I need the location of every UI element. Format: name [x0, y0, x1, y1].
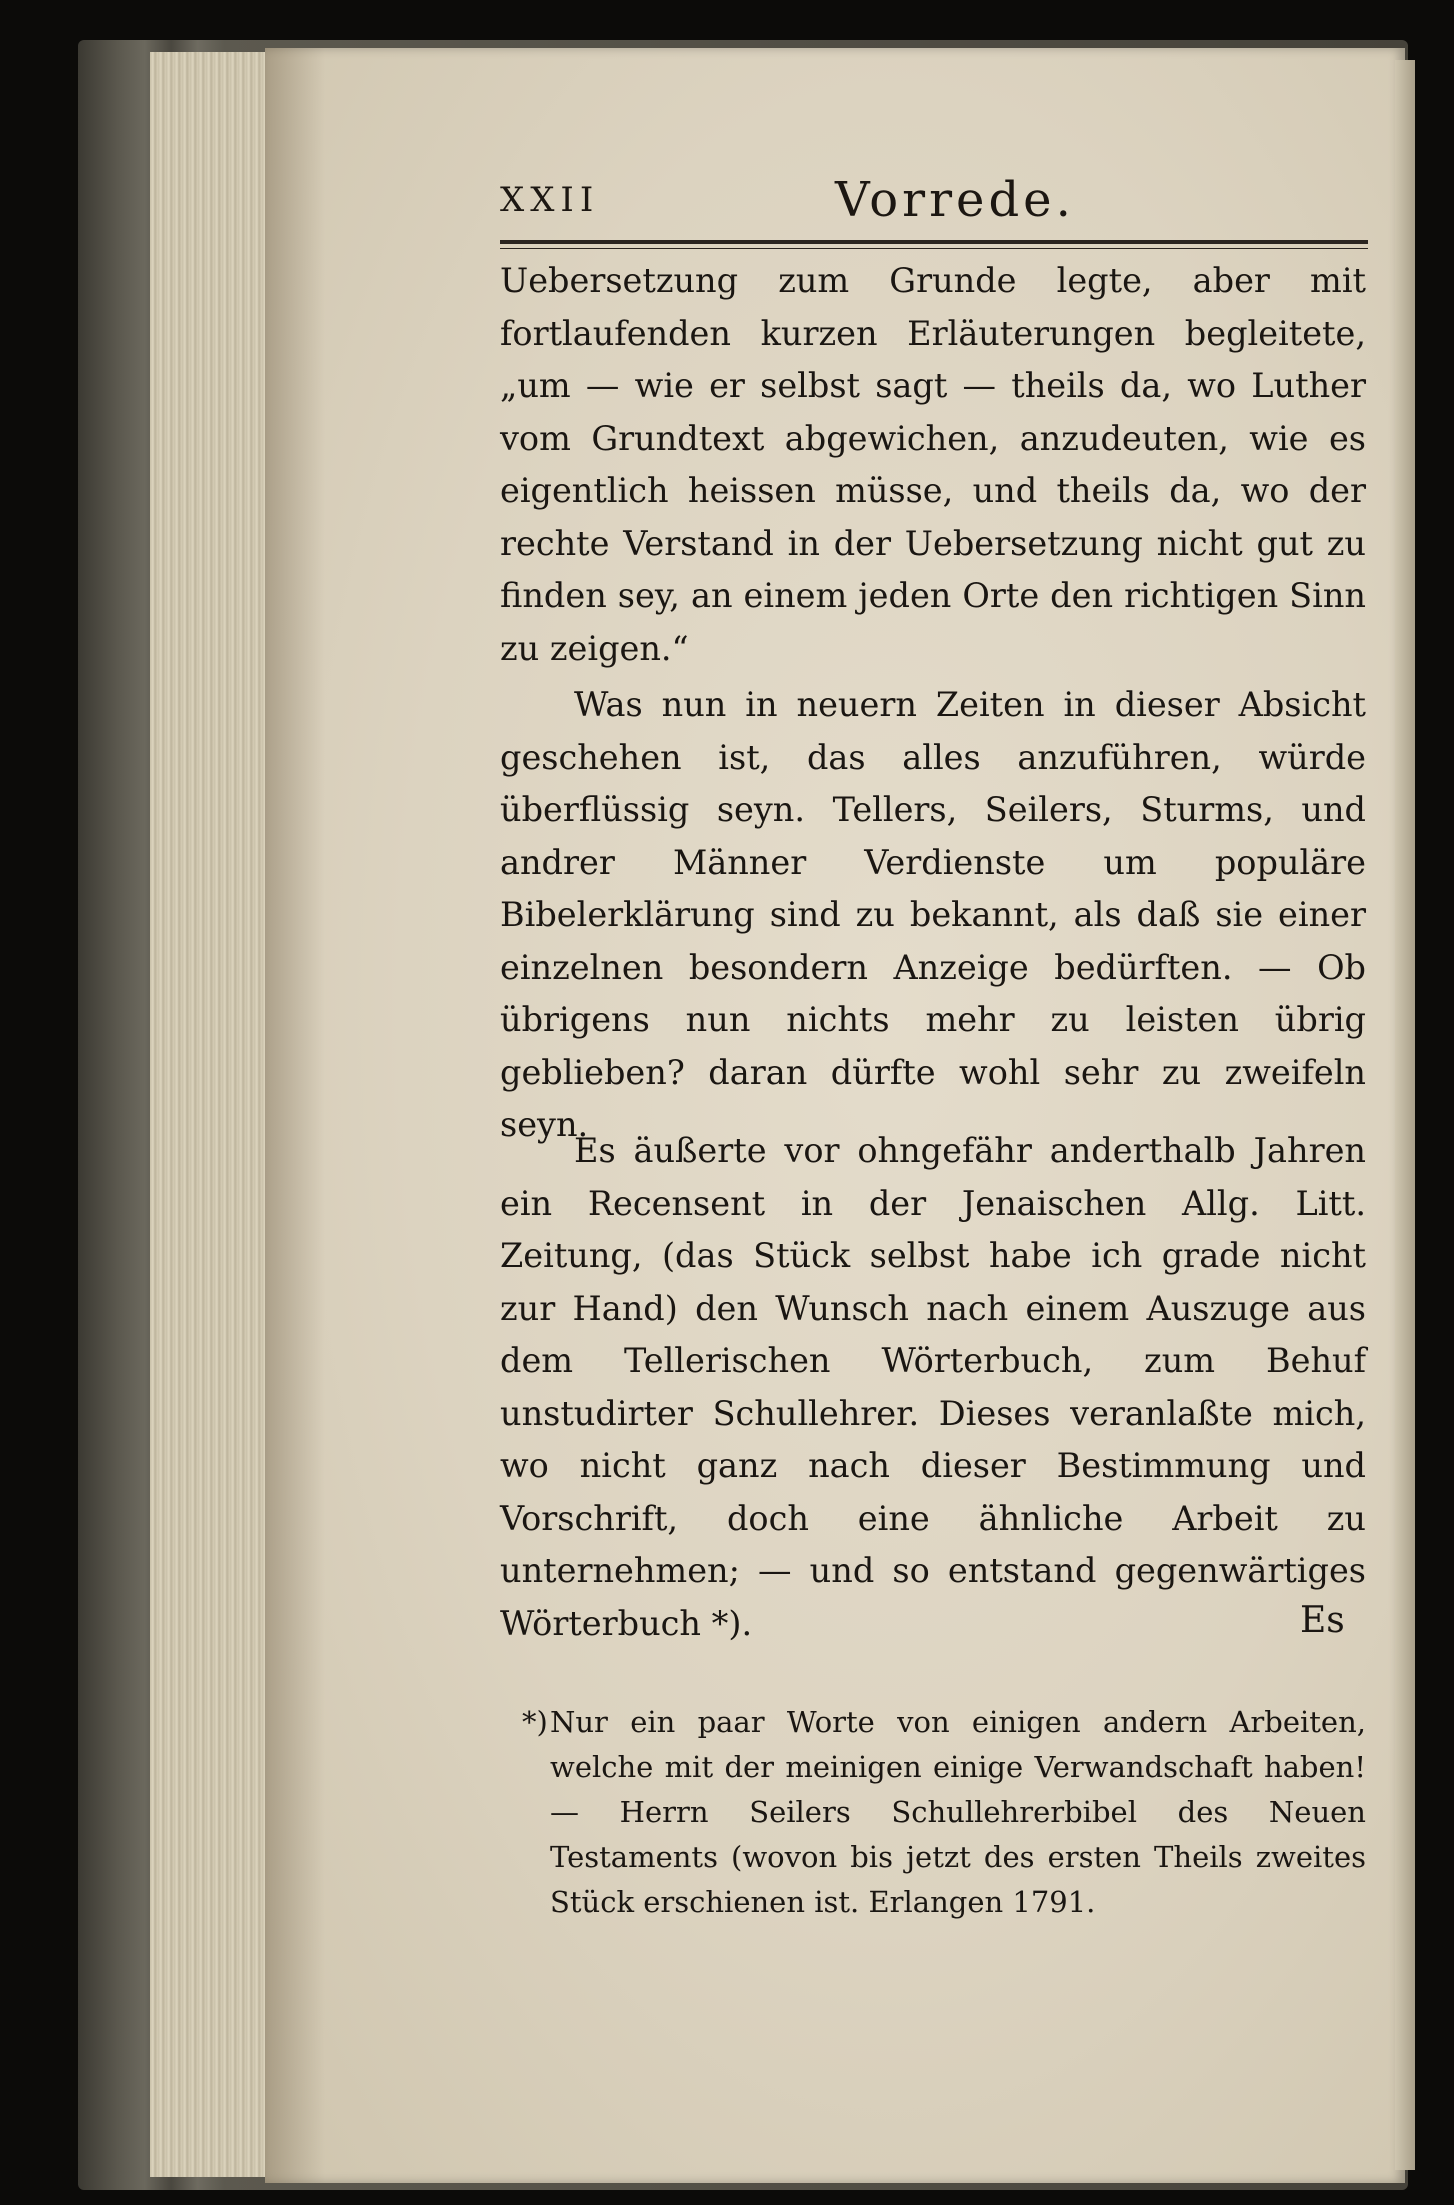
- footnote-text: Nur ein paar Worte von einigen andern Arbeiten, welche mit der meinigen einige Verwandschaft haben! — Herrn Seilers Schullehrerbibel des Neuen Testaments (wovon bis jetzt des ersten Theils zweites Stück erschienen ist. Erlangen 1791.: [550, 1705, 1366, 1919]
- running-title: Vorrede.: [835, 172, 1075, 228]
- paragraph-2: Was nun in neuern Zeiten in dieser Absicht geschehen ist, das alles anzuführen, würde überflüssig seyn. Tellers, Seilers, Sturms, und andrer Männer Verdienste um populäre Bibelerklärung sind zu bekannt, als daß sie einer einzelnen besondern Anzeige bedürften. — Ob übrigens nun nichts mehr zu leisten übrig geblieben? daran dürfte wohl sehr zu zweifeln seyn.: [500, 685, 1366, 1144]
- header-rule: [500, 240, 1368, 244]
- header-rule-thin: [500, 248, 1368, 249]
- paragraph-3: Es äußerte vor ohngefähr anderthalb Jahren ein Recensent in der Jenaischen Allg. Litt. Zeitung, (das Stück selbst habe ich grade nicht zur Hand) den Wunsch nach einem Auszuge aus dem Tellerischen Wörterbuch, zum Behuf unstudirter Schullehrer. Dieses veranlaßte mich, wo nicht ganz nach dieser Bestimmung und Vorschrift, doch eine ähnliche Arbeit zu unternehmen; — und so entstand gegenwärtiges Wörterbuch *).: [500, 1131, 1366, 1643]
- page-header: [500, 172, 1360, 232]
- paragraph-1: Uebersetzung zum Grunde legte, aber mit fortlaufenden kurzen Erläuterungen begleitete, „um — wie er selbst sagt — theils da, wo Luther vom Grundtext abgewichen, anzudeuten, wie es eigentlich heissen müsse, und theils da, wo der rechte Verstand in der Uebersetzung nicht gut zu finden sey, an einem jeden Orte den richtigen Sinn zu zeigen.“: [500, 261, 1366, 668]
- page-gutter-shadow: [265, 48, 325, 2183]
- page-number: XXII: [500, 180, 600, 220]
- page-right-edge: [1395, 60, 1415, 2170]
- footnote: [522, 1700, 1366, 1925]
- footnote-marker: *): [522, 1705, 548, 1739]
- body-text: [500, 255, 1366, 1643]
- catchword: Es: [1300, 1600, 1345, 1641]
